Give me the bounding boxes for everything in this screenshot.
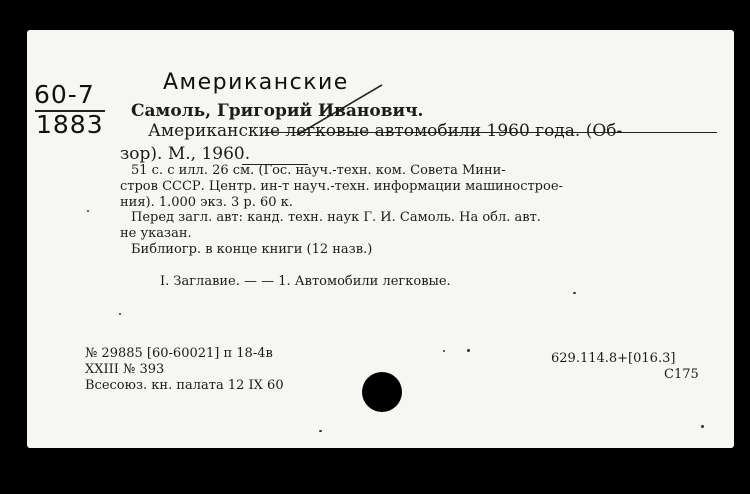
handwritten-code-top: 60-7 xyxy=(34,80,95,109)
speck xyxy=(319,430,322,432)
handwritten-title-word: Американские xyxy=(163,70,349,95)
speck xyxy=(87,210,89,212)
description-line: Библиогр. в конце книги (12 назв.) xyxy=(131,242,373,257)
speck xyxy=(467,349,470,352)
punch-hole xyxy=(362,372,402,412)
author-mark: С175 xyxy=(664,367,699,382)
classification-code: 629.114.8+[016.3] xyxy=(551,351,676,366)
book-title-line-1: Американские легковые автомобили 1960 года. (Об- xyxy=(148,121,623,141)
handwritten-code-bottom: 1883 xyxy=(36,110,104,139)
speck xyxy=(119,313,121,315)
book-title-line-2: зор). М., 1960. xyxy=(120,144,251,164)
subject-headings: I. Заглавие. — — 1. Автомобили легковые. xyxy=(160,274,451,289)
description-line: стров СССР. Центр. ин-т науч.-техн. информации машинострое- xyxy=(120,179,563,194)
speck xyxy=(573,292,576,294)
author-heading: Самоль, Григорий Иванович. xyxy=(131,101,424,121)
description-line: ния). 1.000 экз. 3 р. 60 к. xyxy=(120,195,293,210)
footer-left-line: XXIII № 393 xyxy=(85,362,165,377)
description-line: не указан. xyxy=(120,226,192,241)
footer-left-line: № 29885 [60-60021] п 18-4в xyxy=(85,346,273,361)
description-line: 51 с. с илл. 26 см. (Гос. науч.-техн. ком. Совета Мини- xyxy=(131,163,506,178)
title-underline-1 xyxy=(265,132,717,133)
speck xyxy=(701,425,704,428)
catalog-card xyxy=(27,30,734,448)
footer-left-line: Всесоюз. кн. палата 12 IX 60 xyxy=(85,378,284,393)
speck xyxy=(443,350,445,352)
description-line: Перед загл. авт: канд. техн. наук Г. И. Самоль. На обл. авт. xyxy=(131,210,541,225)
